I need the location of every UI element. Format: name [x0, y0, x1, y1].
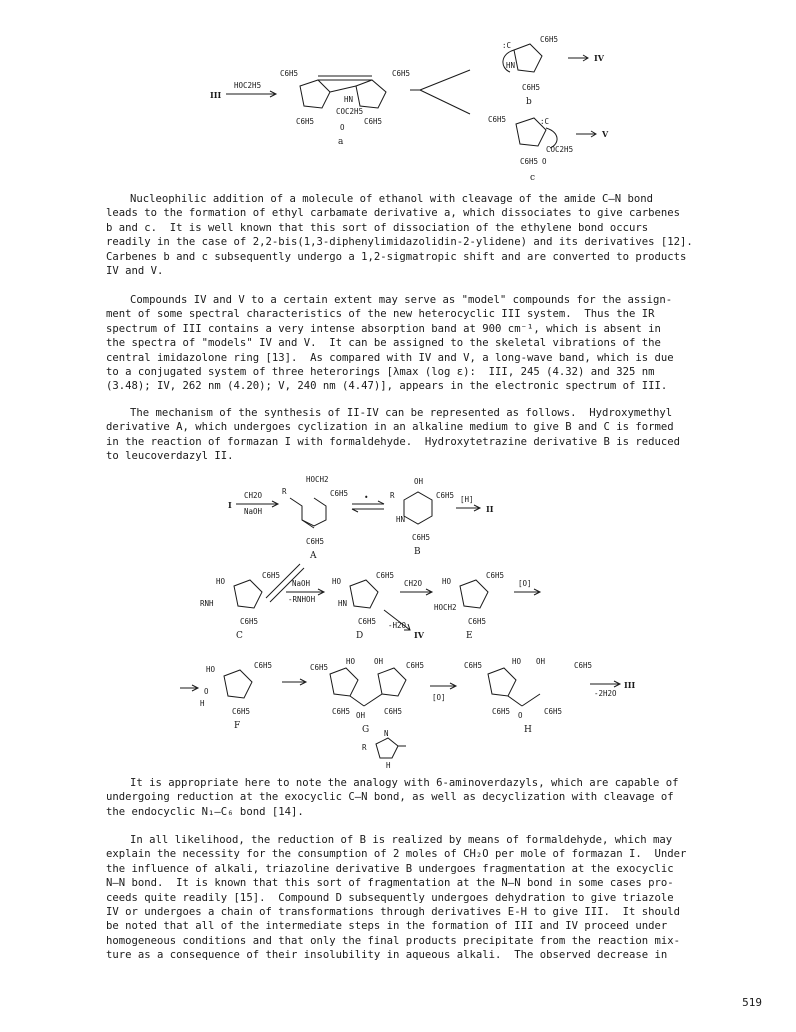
product-V: V	[602, 129, 609, 139]
B-nh: HN	[396, 515, 406, 524]
row2-naoh: NaOH	[292, 579, 311, 588]
B-phenyl-bottom: C6H5	[412, 533, 431, 542]
G-ho: HO	[346, 657, 356, 666]
elimination-2h2o: -2H2O	[594, 689, 617, 698]
p5-line-9: ture as a consequence of their insolubility in aqueous alkali. The observed decrease in	[106, 949, 668, 962]
G-phenyl-right: C6H5	[406, 661, 425, 670]
H-phenyl-right: C6H5	[574, 661, 593, 670]
R-n-top: N	[384, 729, 389, 738]
A-hoch2: HOCH2	[306, 475, 329, 484]
phenyl-a-bottom-right: C6H5	[364, 117, 383, 126]
label-F: F	[234, 721, 241, 731]
p2-line-4: the spectra of "models" IV and V. It can be assigned to the skeletal vibrations of the	[106, 337, 661, 350]
B-phenyl-top: C6H5	[436, 491, 455, 500]
E-hoch2: HOCH2	[434, 603, 457, 612]
oxidation-o-2: [O]	[432, 693, 446, 702]
scheme-1-drawing	[0, 28, 796, 188]
p3-line-3: in the reaction of formazan I with formaldehyde. Hydroxytetrazine derivative B is reduced	[106, 435, 681, 448]
F-o: O	[204, 687, 209, 696]
oxo-c: O	[542, 157, 547, 166]
scheme-carbene-dissociation	[0, 28, 796, 188]
label-c: c	[530, 173, 536, 183]
p5-line-1: In all likelihood, the reduction of B is realized by means of formaldehyde, which may	[130, 834, 673, 846]
paragraph-2	[106, 293, 766, 394]
product-III: III	[624, 680, 636, 690]
structure-A	[282, 475, 348, 561]
oxo-a: O	[340, 123, 345, 132]
paragraph-1	[106, 192, 766, 278]
p2-line-1: Compounds IV and V to a certain extent may serve as "model" compounds for the assign-	[130, 294, 673, 306]
paragraph-3	[106, 406, 766, 464]
scheme-2-drawing	[0, 470, 796, 770]
phenyl-c-left: C6H5	[488, 115, 507, 124]
label-D: D	[356, 631, 364, 641]
p1-line-2: leads to the formation of ethyl carbamate derivative a, which dissociates to give carbenes	[106, 207, 681, 220]
p2-line-3: spectrum of III contains a very intense absorption band at 900 cm⁻¹, which is absent in	[106, 322, 661, 335]
row2-ch2o: CH2O	[404, 579, 423, 588]
H-phenyl-left: C6H5	[464, 661, 483, 670]
carbene-b-center: :C	[502, 41, 512, 50]
p1-line-5: Carbenes b and c subsequently undergo a 1,2-sigmatropic shift and are converted to products	[106, 250, 687, 263]
G-oh-top: OH	[374, 657, 384, 666]
product-II: II	[486, 504, 494, 514]
nh-a: HN	[344, 95, 354, 104]
ester-c: COC2H5	[546, 145, 574, 154]
structure-G	[310, 657, 424, 735]
F-h: H	[200, 699, 205, 708]
p3-line-2: derivative A, which undergoes cyclization in an alkaline medium to give B and C is formed	[106, 421, 674, 434]
D-nh: HN	[338, 599, 348, 608]
row1-naoh: NaOH	[244, 507, 263, 516]
product-IV-from-D: IV	[414, 630, 424, 640]
label-A: A	[310, 551, 317, 561]
compound-I-label: I	[228, 500, 232, 510]
phenyl-c-bottom: C6H5	[520, 157, 539, 166]
p1-line-3: b and c. It is well known that this sort of dissociation of the ethylene bond occurs	[106, 221, 649, 234]
p4-line-2: undergoing reduction at the exocyclic C—N bond, as well as decyclization with cleavage of	[106, 791, 674, 804]
H-ho: HO	[512, 657, 522, 666]
G-phenyl-bottom-right: C6H5	[384, 707, 403, 716]
p5-line-7: be noted that all of the intermediate steps in the formation of III and IV proceed under	[106, 920, 668, 933]
F-phenyl-bottom: C6H5	[232, 707, 251, 716]
p3-line-4: to leucoverdazyl II.	[106, 450, 234, 463]
reduction-h: [H]	[460, 495, 474, 504]
H-oh: OH	[536, 657, 546, 666]
row2-rnhoh: -RNHOH	[288, 595, 316, 604]
A-phenyl-bottom: C6H5	[306, 537, 325, 546]
C-phenyl-top: C6H5	[262, 571, 281, 580]
p5-line-6: IV or undergoes a chain of transformations through derivatives E-H to give III. It should	[106, 906, 681, 919]
phenyl-a-left: C6H5	[280, 69, 299, 78]
p1-line-4: readily in the case of 2,2-bis(1,3-diphenylimidazolidin-2-ylidene) and its derivatives [12].	[106, 236, 693, 249]
row1-ch2o: CH2O	[244, 491, 263, 500]
H-oxo: O	[518, 711, 523, 720]
F-ho: HO	[206, 665, 216, 674]
branch-arrow-down	[420, 90, 470, 114]
C-rnh: RNH	[200, 599, 214, 608]
label-b: b	[526, 97, 532, 107]
G-oh-bottom: OH	[356, 711, 366, 720]
D-phenyl-bottom: C6H5	[358, 617, 377, 626]
oxidation-o-1: [O]	[518, 579, 532, 588]
paragraph-4	[106, 776, 766, 819]
paragraph-5	[106, 833, 766, 963]
p5-line-2: explain the necessity for the consumption of 2 moles of CH₂O per mole of formazan I. Under	[106, 848, 687, 861]
p2-line-6: to a conjugated system of three heterorings [λmax (log ε): III, 245 (4.32) and 325 nm	[106, 366, 655, 379]
phenyl-b-bottom: C6H5	[522, 83, 541, 92]
p5-line-3: the influence of alkali, triazoline derivative B undergoes fragmentation at the exocyclic	[106, 862, 674, 875]
ethanol-reagent: HOC2H5	[234, 81, 262, 90]
p5-line-8: homogeneous conditions and that only the final products precipitate from the reaction mix-	[106, 934, 681, 947]
E-phenyl-top: C6H5	[486, 571, 505, 580]
structure-E	[434, 571, 504, 641]
C-ho: HO	[216, 577, 226, 586]
B-oh: OH	[414, 477, 424, 486]
p4-line-1: It is appropriate here to note the analogy with 6-aminoverdazyls, which are capable of	[130, 777, 679, 789]
scheme-mechanism	[0, 470, 796, 770]
compound-III-label: III	[210, 90, 222, 100]
equilibrium-dot: •	[364, 493, 369, 502]
carbene-c	[488, 115, 609, 183]
label-G: G	[362, 725, 370, 735]
B-r: R	[390, 491, 395, 500]
structure-C	[200, 571, 280, 641]
D-phenyl-top: C6H5	[376, 571, 395, 580]
nh-b: HN	[506, 61, 516, 70]
ester-a: COC2H5	[336, 107, 364, 116]
D-ho: HO	[332, 577, 342, 586]
structure-B	[390, 477, 454, 557]
C-phenyl-bottom: C6H5	[240, 617, 259, 626]
R-h: H	[386, 761, 391, 770]
E-phenyl-bottom: C6H5	[468, 617, 487, 626]
p1-line-6: IV and V.	[106, 265, 164, 278]
label-H: H	[524, 725, 532, 735]
product-IV: IV	[594, 53, 604, 63]
p5-line-4: N—N bond. It is known that this sort of fragmentation at the N—N bond in some cases pro-	[106, 877, 674, 890]
p3-line-1: The mechanism of the synthesis of II-IV can be represented as follows. Hydroxymethyl	[130, 407, 673, 419]
label-a: a	[338, 137, 344, 147]
p2-line-2: ment of some spectral characteristics of the new heterocyclic III system. Thus the IR	[106, 308, 655, 321]
p2-line-7: (3.48); IV, 262 nm (4.20); V, 240 nm (4.47)], appears in the electronic spectrum of III.	[106, 380, 668, 393]
carbene-b	[502, 35, 605, 107]
phenyl-b-top: C6H5	[540, 35, 559, 44]
label-B: B	[414, 547, 421, 557]
label-C: C	[236, 631, 243, 641]
structure-D	[332, 571, 394, 641]
branch-arrow-up	[420, 70, 470, 90]
H-phenyl-bottom-left: C6H5	[492, 707, 511, 716]
phenyl-a-right: C6H5	[392, 69, 411, 78]
page-number: 519	[742, 996, 762, 1009]
structure-H	[464, 657, 592, 735]
p4-line-3: the endocyclic N₁—C₆ bond [14].	[106, 805, 304, 818]
E-ho: HO	[442, 577, 452, 586]
label-E: E	[466, 631, 473, 641]
p1-line-1: Nucleophilic addition of a molecule of ethanol with cleavage of the amide C—N bond	[130, 193, 653, 205]
R-label: R	[362, 743, 367, 752]
A-phenyl-top: C6H5	[330, 489, 349, 498]
G-phenyl-bottom-left: C6H5	[332, 707, 351, 716]
carbene-c-center: :C	[540, 117, 550, 126]
structure-F	[200, 661, 272, 731]
A-r: R	[282, 487, 287, 496]
p2-line-5: central imidazolone ring [13]. As compared with IV and V, a long-wave band, which is due	[106, 351, 674, 364]
G-phenyl-left: C6H5	[310, 663, 329, 672]
dehydration-h2o: -H2O	[388, 621, 407, 630]
phenyl-a-bottom-left: C6H5	[296, 117, 315, 126]
structure-a	[280, 69, 410, 147]
H-phenyl-bottom-right: C6H5	[544, 707, 563, 716]
p5-line-5: ceeds quite readily [15]. Compound D subsequently undergoes dehydration to give triazole	[106, 891, 674, 904]
substituent-R-triazole	[362, 729, 406, 770]
F-phenyl-top: C6H5	[254, 661, 273, 670]
